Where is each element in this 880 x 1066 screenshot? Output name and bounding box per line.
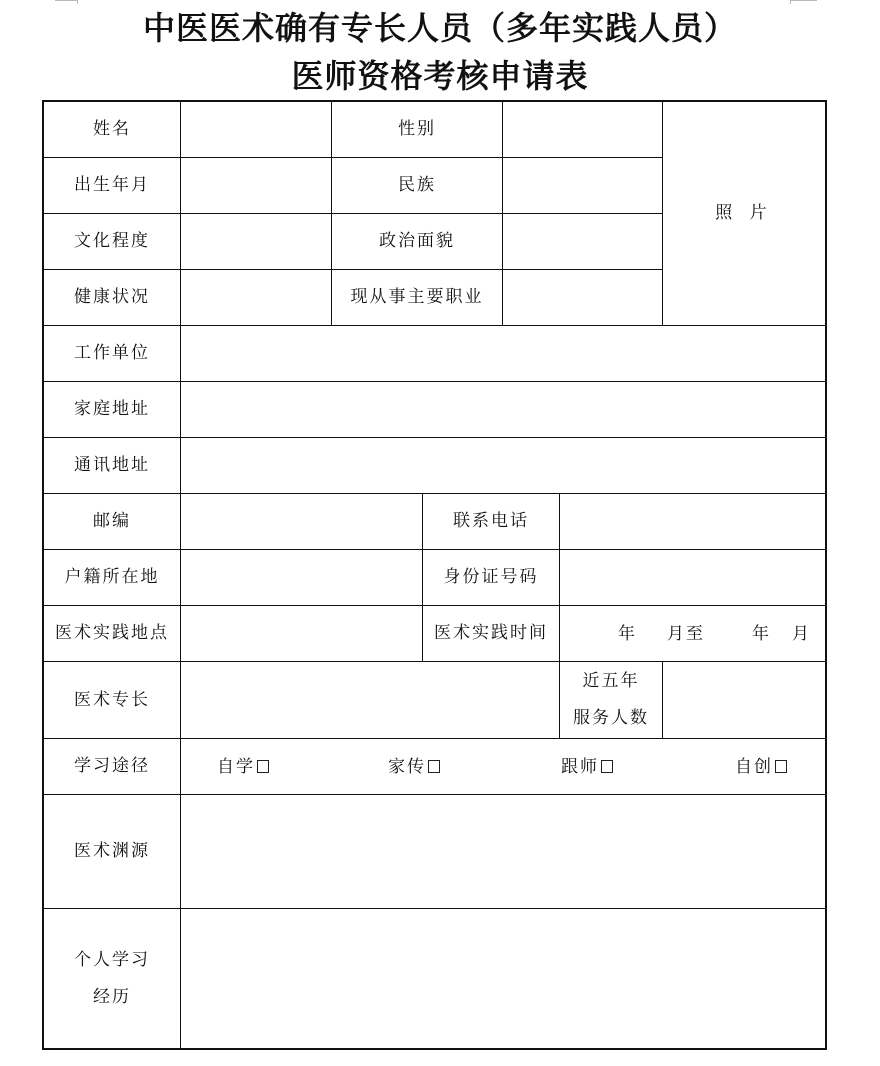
practice-time-year1: 年 [618, 624, 637, 644]
label-origin: 医术渊源 [44, 795, 181, 909]
option-mentor-label: 跟师 [561, 757, 599, 777]
option-family-label: 家传 [388, 757, 426, 777]
patients-field[interactable] [663, 662, 825, 739]
specialty-field[interactable] [181, 662, 560, 739]
practice-time-year2: 年 [752, 624, 771, 644]
application-form-table [42, 100, 827, 1050]
phone-field[interactable] [560, 494, 825, 550]
practice-place-field[interactable] [181, 606, 423, 662]
label-experience-line1: 个人学习 [74, 949, 150, 970]
photo-area[interactable] [663, 102, 825, 326]
practice-time-field[interactable] [560, 606, 825, 662]
ethnicity-field[interactable] [503, 158, 663, 214]
experience-field[interactable] [181, 909, 825, 1048]
label-birth: 出生年月 [44, 158, 181, 214]
self-study-checkbox[interactable] [257, 760, 269, 773]
form-title-line2: 医师资格考核申请表 [291, 57, 589, 95]
label-employer: 工作单位 [44, 326, 181, 382]
origin-field[interactable] [181, 795, 825, 909]
id-number-field[interactable] [560, 550, 825, 606]
page-corner-mark-right [790, 0, 817, 4]
label-patients-line2: 服务人数 [573, 708, 649, 728]
label-learning-path: 学习途径 [44, 739, 181, 795]
option-self-study-label: 自学 [217, 757, 255, 777]
option-self-study[interactable] [217, 756, 269, 778]
option-family[interactable] [388, 756, 440, 778]
mail-address-field[interactable] [181, 438, 825, 494]
label-gender: 性别 [332, 102, 503, 158]
home-address-field[interactable] [181, 382, 825, 438]
option-mentor[interactable] [561, 756, 613, 778]
label-patients-line1: 近五年 [582, 671, 640, 691]
postcode-field[interactable] [181, 494, 423, 550]
label-occupation: 现从事主要职业 [332, 270, 503, 326]
label-home-address: 家庭地址 [44, 382, 181, 438]
label-practice-time: 医术实践时间 [423, 606, 560, 662]
label-phone: 联系电话 [423, 494, 560, 550]
birth-field[interactable] [181, 158, 332, 214]
page-corner-mark-left [55, 0, 78, 4]
label-education: 文化程度 [44, 214, 181, 270]
label-household: 户籍所在地 [44, 550, 181, 606]
option-self-created-label: 自创 [735, 757, 773, 777]
practice-time-month2: 月 [792, 624, 811, 644]
occupation-field[interactable] [503, 270, 663, 326]
label-political: 政治面貌 [332, 214, 503, 270]
label-specialty: 医术专长 [44, 662, 181, 739]
mentor-checkbox[interactable] [601, 760, 613, 773]
education-field[interactable] [181, 214, 332, 270]
practice-time-month1: 月至 [667, 624, 705, 644]
name-field[interactable] [181, 102, 332, 158]
label-ethnicity: 民族 [332, 158, 503, 214]
household-field[interactable] [181, 550, 423, 606]
label-id-number: 身份证号码 [423, 550, 560, 606]
family-checkbox[interactable] [428, 760, 440, 773]
label-practice-place: 医术实践地点 [44, 606, 181, 662]
photo-label: 照 片 [715, 203, 773, 223]
health-field[interactable] [181, 270, 332, 326]
learning-path-options [181, 739, 825, 795]
label-patients [560, 662, 663, 739]
label-postcode: 邮编 [44, 494, 181, 550]
form-title-line1: 中医医术确有专长人员（多年实践人员） [142, 9, 737, 47]
label-experience-line2: 经历 [93, 986, 131, 1007]
political-field[interactable] [503, 214, 663, 270]
self-created-checkbox[interactable] [775, 760, 787, 773]
employer-field[interactable] [181, 326, 825, 382]
label-name: 姓名 [44, 102, 181, 158]
gender-field[interactable] [503, 102, 663, 158]
label-health: 健康状况 [44, 270, 181, 326]
label-experience [44, 909, 181, 1048]
label-mail-address: 通讯地址 [44, 438, 181, 494]
option-self-created[interactable] [735, 756, 787, 778]
